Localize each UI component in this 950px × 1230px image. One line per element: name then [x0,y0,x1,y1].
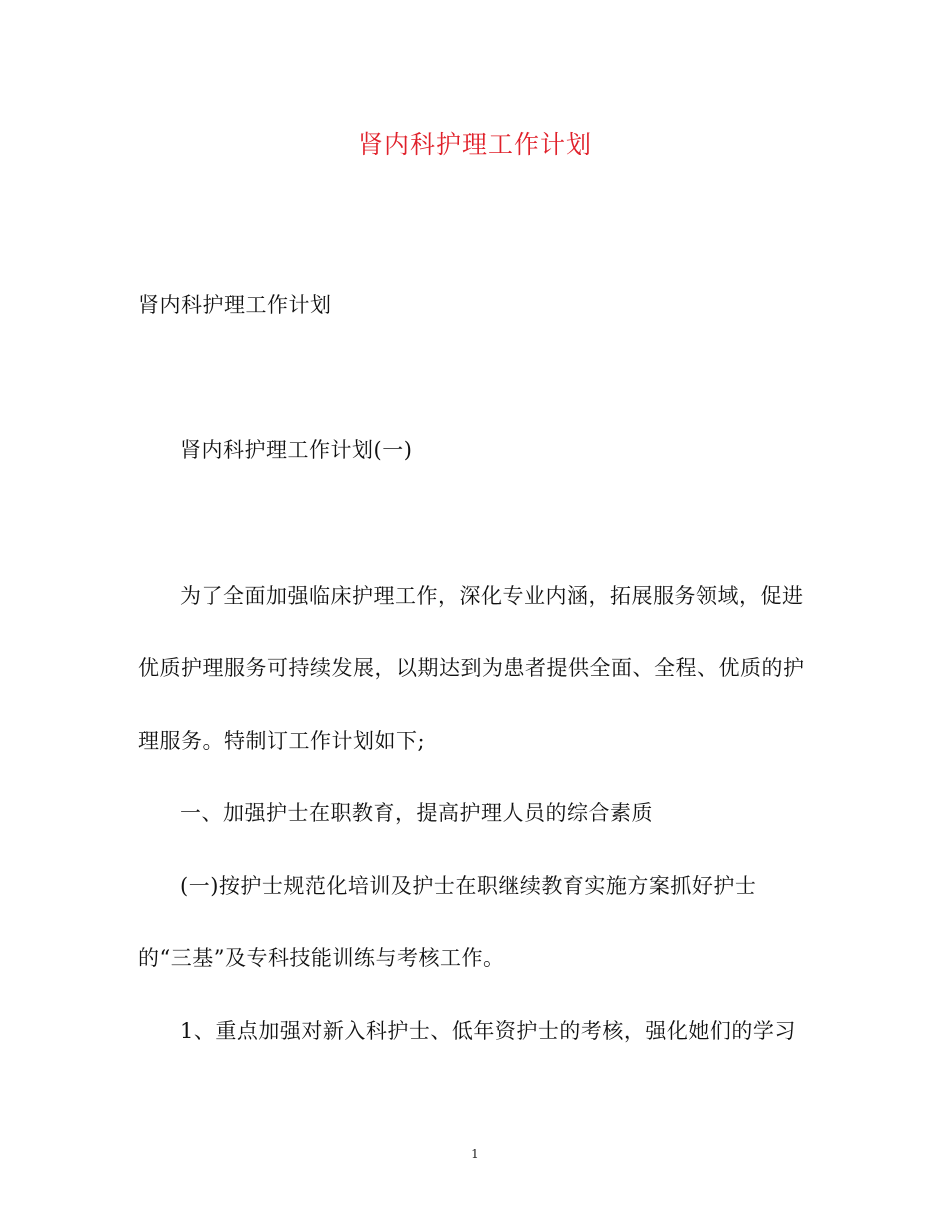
document-title: 肾内科护理工作计划 [357,130,592,159]
list-heading: 一、加强护士在职教育，提高护理人员的综合素质 [180,801,653,825]
paragraph-line: 的“三基”及专科技能训练与考核工作。 [138,946,505,970]
paragraph-line: 优质护理服务可持续发展，以期达到为患者提供全面、全程、优质的护 [138,656,805,680]
paragraph-line: 1、重点加强对新入科护士、低年资护士的考核，强化她们的学习 [180,1019,796,1043]
paragraph-line: (一)按护士规范化培训及护士在职继续教育实施方案抓好护士 [180,874,757,898]
subtitle-line: 肾内科护理工作计划 [138,293,332,317]
paragraph-line: 为了全面加强临床护理工作，深化专业内涵，拓展服务领域，促进 [180,584,804,608]
section-heading: 肾内科护理工作计划(一) [180,438,413,462]
paragraph-line: 理服务。特制订工作计划如下; [138,729,426,753]
page-number: 1 [471,1147,479,1161]
